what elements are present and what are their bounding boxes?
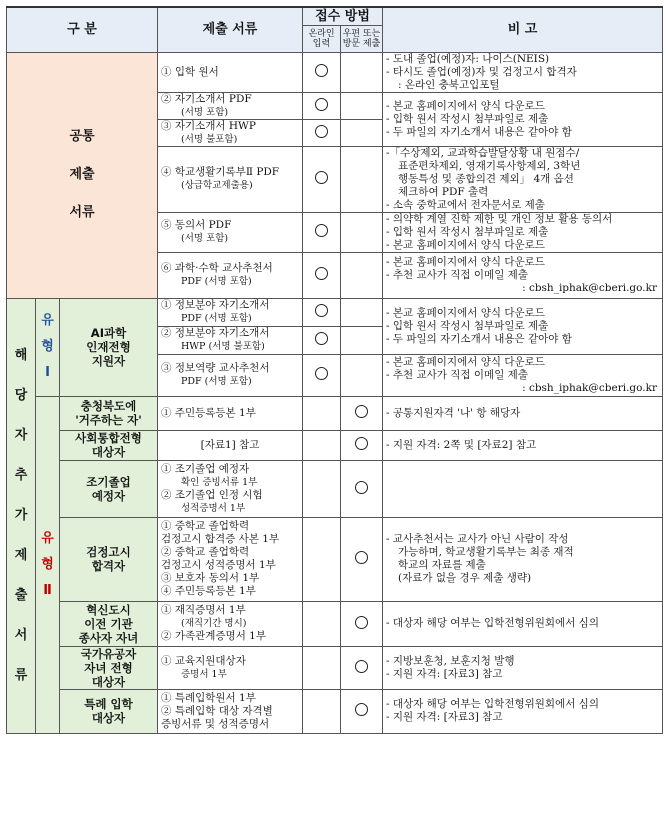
text-line: - 본교 홈페이지에서 양식 다운로드 bbox=[386, 355, 545, 368]
text-line: 가능하며, 학교생활기록부는 최종 재적 bbox=[398, 546, 574, 558]
remark-cell bbox=[383, 689, 663, 733]
document-cell bbox=[158, 396, 303, 430]
circle-mark bbox=[315, 367, 328, 380]
online-cell bbox=[303, 601, 341, 646]
table-row bbox=[7, 430, 663, 460]
table-row bbox=[7, 460, 663, 517]
text-line: - 추천 교사가 직접 이메일 제출 bbox=[386, 368, 528, 381]
visit-cell bbox=[341, 212, 383, 252]
remark-cell bbox=[383, 517, 663, 601]
remark-cell bbox=[383, 354, 663, 396]
label-line: 자 bbox=[14, 427, 28, 443]
document-cell bbox=[158, 92, 303, 119]
text-line: - 대상자 해당 여부는 입학전형위원회에서 심의 bbox=[386, 698, 599, 710]
text-line: 검정고시 성적증명서 1부 bbox=[161, 559, 276, 571]
text-line: ① 조기졸업 예정자 bbox=[161, 462, 250, 475]
label-line: Ⅰ bbox=[45, 365, 50, 380]
online-cell bbox=[303, 396, 341, 430]
text-line: (서명 포함) bbox=[181, 106, 229, 118]
label-line: 제출 bbox=[69, 167, 95, 182]
text-line: - 지원 자격: 2쪽 및 [자료2] 참고 bbox=[386, 438, 537, 451]
applicant-name bbox=[60, 298, 158, 396]
header-visit: 우편 또는 방문 제출 bbox=[341, 25, 383, 52]
online-cell bbox=[303, 646, 341, 689]
name-line: 인재전형 bbox=[86, 340, 131, 354]
text-line: - 의약학 계열 진학 제한 및 개인 정보 활용 동의서 bbox=[386, 212, 613, 225]
online-cell bbox=[303, 460, 341, 517]
submission-documents-table bbox=[6, 6, 663, 734]
text-line: : 온라인 충북고입포털 bbox=[398, 78, 500, 91]
label-line: 가 bbox=[14, 507, 28, 523]
name-line: 충청북도에 bbox=[80, 399, 137, 413]
text-line: - 대상자 해당 여부는 입학전형위원회에서 심의 bbox=[386, 617, 599, 629]
remark-cell bbox=[383, 52, 663, 92]
table-row bbox=[7, 646, 663, 689]
visit-cell bbox=[341, 601, 383, 646]
text-line: - 두 파일의 자기소개서 내용은 같아야 함 bbox=[386, 332, 572, 345]
applicant-name bbox=[60, 396, 158, 430]
table-row bbox=[7, 52, 663, 92]
text-line: ① 입학 원서 bbox=[161, 65, 219, 78]
circle-mark bbox=[355, 437, 368, 450]
document-cell bbox=[158, 119, 303, 146]
visit-cell bbox=[341, 252, 383, 298]
circle-mark bbox=[315, 304, 328, 317]
text-line: - 소속 중학교에서 전자문서로 제출 bbox=[386, 198, 545, 211]
visit-cell bbox=[341, 354, 383, 396]
name-line: 종사자 자녀 bbox=[78, 630, 139, 645]
visit-cell bbox=[341, 52, 383, 92]
remark-cell bbox=[383, 430, 663, 460]
text-line: ① 정보분야 자기소개서 bbox=[161, 299, 270, 311]
document-cell bbox=[158, 646, 303, 689]
text-line: ③ 정보역량 교사추천서 bbox=[161, 362, 270, 374]
remark-cell bbox=[383, 146, 663, 212]
visit-cell bbox=[341, 146, 383, 212]
label-line: 제 bbox=[14, 547, 28, 563]
remark-cell bbox=[383, 92, 663, 146]
text-line: (상급학교제출용) bbox=[181, 180, 253, 191]
circle-mark bbox=[355, 405, 368, 418]
label-line: Ⅱ bbox=[43, 582, 52, 598]
text-line: - 입학 원서 작성시 첨부파일로 제출 bbox=[386, 225, 549, 238]
text-line: ② 특례입학 대상 자격별 bbox=[161, 704, 273, 717]
name-line: 지원자 bbox=[91, 354, 126, 368]
table-row bbox=[7, 689, 663, 733]
text-line: 행동특성 및 종합의견 제외」 4개 옵션 bbox=[398, 172, 574, 185]
text-line: - 교사추천서는 교사가 아닌 사람이 작성 bbox=[386, 533, 569, 545]
additional-documents-label bbox=[7, 298, 36, 733]
circle-mark bbox=[355, 481, 368, 494]
text-line: ③ 자기소개서 HWP bbox=[161, 119, 256, 132]
text-line: ① 교육지원대상자 bbox=[161, 654, 246, 667]
header-documents: 제출 서류 bbox=[158, 7, 303, 52]
text-line: (서명 포함) bbox=[181, 233, 229, 244]
label-line: 류 bbox=[14, 667, 28, 683]
text-line: - 지원 자격: [자료3] 참고 bbox=[386, 711, 503, 723]
text-line: -「수상제외, 교과학습발달상황 내 원점수/ bbox=[386, 146, 580, 159]
document-cell bbox=[158, 212, 303, 252]
applicant-name bbox=[60, 460, 158, 517]
text-line: - 입학 원서 작성시 첨부파일로 제출 bbox=[386, 319, 549, 332]
text-line: PDF (서명 포함) bbox=[181, 376, 252, 387]
text-line: 성적증명서 1부 bbox=[181, 502, 246, 514]
text-line: ② 정보분야 자기소개서 bbox=[161, 327, 270, 339]
circle-mark bbox=[355, 551, 368, 564]
header-category: 구 분 bbox=[7, 7, 158, 52]
document-cell bbox=[158, 460, 303, 517]
document-cell bbox=[158, 252, 303, 298]
online-cell bbox=[303, 119, 341, 146]
online-cell bbox=[303, 430, 341, 460]
name-line: 대상자 bbox=[91, 674, 126, 689]
text-line: PDF (서명 포함) bbox=[181, 313, 252, 324]
text-line: ① 중학교 졸업학력 bbox=[161, 520, 250, 532]
applicant-name bbox=[60, 646, 158, 689]
visit-cell bbox=[341, 646, 383, 689]
table-row bbox=[7, 517, 663, 601]
visit-cell bbox=[341, 119, 383, 146]
circle-mark bbox=[355, 616, 368, 629]
document-cell bbox=[158, 146, 303, 212]
name-line: 자녀 전형 bbox=[84, 660, 133, 675]
text-line: - 본교 홈페이지에서 양식 다운로드 bbox=[386, 255, 545, 268]
text-line: ① 특례입학원서 1부 bbox=[161, 691, 256, 704]
circle-mark bbox=[315, 98, 328, 111]
text-line: : cbsh_iphak@cberi.go.kr bbox=[522, 281, 658, 294]
applicant-name bbox=[60, 430, 158, 460]
label-line: 당 bbox=[14, 387, 28, 403]
document-cell bbox=[158, 517, 303, 601]
name-line: AI과학 bbox=[90, 326, 127, 340]
visit-cell bbox=[341, 326, 383, 354]
text-line: HWP (서명 불포함) bbox=[181, 341, 265, 352]
text-line: : cbsh_iphak@cberi.go.kr bbox=[522, 381, 658, 394]
text-line: - 본교 홈페이지에서 양식 다운로드 bbox=[386, 99, 545, 112]
type2-label bbox=[36, 396, 60, 733]
name-line: 혁신도시 bbox=[86, 602, 131, 617]
online-cell bbox=[303, 252, 341, 298]
online-cell bbox=[303, 212, 341, 252]
label-line: 해 bbox=[14, 347, 28, 363]
label-line: 추 bbox=[14, 467, 28, 483]
text-line: ② 조기졸업 인정 시험 bbox=[161, 488, 263, 501]
text-line: - 추천 교사가 직접 이메일 제출 bbox=[386, 268, 528, 281]
document-cell bbox=[158, 601, 303, 646]
table-row bbox=[7, 298, 663, 326]
text-line: ⑥ 과학·수학 교사추천서 bbox=[161, 262, 273, 274]
document-cell bbox=[158, 430, 303, 460]
table-row bbox=[7, 396, 663, 430]
text-line: (자료가 없을 경우 제출 생략) bbox=[398, 572, 532, 584]
name-line: 대상자 bbox=[91, 711, 126, 725]
header-remarks: 비 고 bbox=[383, 7, 663, 52]
text-line: ③ 보호자 동의서 1부 bbox=[161, 572, 260, 584]
circle-mark bbox=[315, 267, 328, 280]
online-cell bbox=[303, 52, 341, 92]
remark-cell bbox=[383, 646, 663, 689]
text-line: 증빙서류 및 성적증명서 bbox=[161, 717, 270, 730]
online-cell bbox=[303, 326, 341, 354]
name-line: '거주하는 자' bbox=[75, 413, 142, 427]
remark-cell bbox=[383, 396, 663, 430]
text-line: - 본교 홈페이지에서 양식 다운로드 bbox=[386, 238, 545, 251]
document-cell bbox=[158, 52, 303, 92]
circle-mark bbox=[315, 332, 328, 345]
circle-mark bbox=[315, 224, 328, 237]
name-line: 사회통합전형 bbox=[75, 431, 142, 445]
text-line: (재직기간 명시) bbox=[181, 618, 247, 629]
type1-label bbox=[36, 298, 60, 396]
text-line: 확인 증빙서류 1부 bbox=[181, 476, 258, 488]
common-documents-label bbox=[7, 52, 158, 298]
text-line: PDF (서명 포함) bbox=[181, 276, 252, 287]
remark-cell bbox=[383, 252, 663, 298]
text-line: - 도내 졸업(예정)자: 나이스(NEIS) bbox=[386, 52, 550, 65]
text-line: ① 재직증명서 1부 bbox=[161, 604, 246, 616]
label-line: 형 bbox=[41, 339, 54, 354]
remark-cell bbox=[383, 460, 663, 517]
name-line: 검정고시 bbox=[86, 545, 131, 559]
document-cell bbox=[158, 326, 303, 354]
circle-mark bbox=[315, 171, 328, 184]
text-line: 검정고시 합격증 사본 1부 bbox=[161, 533, 280, 545]
label-line: 서류 bbox=[69, 205, 95, 220]
text-line: 표준편차제외, 영재기록사항제외, 3학년 bbox=[398, 159, 581, 172]
text-line: 증명서 1부 bbox=[181, 668, 227, 680]
text-line: ② 자기소개서 PDF bbox=[161, 92, 252, 105]
document-cell bbox=[158, 354, 303, 396]
label-line: 형 bbox=[41, 556, 54, 572]
name-line: 특례 입학 bbox=[84, 697, 133, 711]
text-line: 학교의 자료를 제출 bbox=[398, 559, 486, 571]
text-line: ④ 학교생활기록부Ⅱ PDF bbox=[161, 166, 280, 178]
remark-cell bbox=[383, 601, 663, 646]
online-cell bbox=[303, 298, 341, 326]
text-line: - 지원 자격: [자료3] 참고 bbox=[386, 667, 503, 680]
applicant-name bbox=[60, 517, 158, 601]
online-cell bbox=[303, 146, 341, 212]
visit-cell bbox=[341, 396, 383, 430]
text-line: ① 주민등록등본 1부 bbox=[161, 406, 256, 419]
name-line: 예정자 bbox=[91, 488, 126, 503]
label-line: 서 bbox=[14, 627, 28, 643]
circle-mark bbox=[315, 125, 328, 138]
text-line: ② 중학교 졸업학력 bbox=[161, 546, 250, 558]
applicant-name bbox=[60, 601, 158, 646]
document-cell bbox=[158, 689, 303, 733]
name-line: 합격자 bbox=[91, 559, 126, 573]
header-method: 접수 방법 bbox=[303, 7, 383, 25]
text-line: - 두 파일의 자기소개서 내용은 같아야 함 bbox=[386, 125, 572, 138]
name-line: 대상자 bbox=[91, 445, 126, 459]
visit-cell bbox=[341, 689, 383, 733]
remark-cell bbox=[383, 212, 663, 252]
table-row bbox=[7, 601, 663, 646]
visit-cell bbox=[341, 430, 383, 460]
text-line: [자료1] 참고 bbox=[200, 438, 260, 451]
name-line: 국가유공자 bbox=[80, 646, 137, 661]
online-cell bbox=[303, 92, 341, 119]
text-line: 체크하여 PDF 출력 bbox=[398, 185, 489, 198]
document-cell bbox=[158, 298, 303, 326]
text-line: - 공통지원자격 '나' 항 해당자 bbox=[386, 406, 521, 419]
text-line: - 본교 홈페이지에서 양식 다운로드 bbox=[386, 306, 545, 319]
online-cell bbox=[303, 689, 341, 733]
visit-cell bbox=[341, 460, 383, 517]
online-cell bbox=[303, 517, 341, 601]
text-line: ④ 주민등록등본 1부 bbox=[161, 585, 256, 597]
label-line: 출 bbox=[14, 587, 28, 603]
visit-cell bbox=[341, 517, 383, 601]
online-cell bbox=[303, 354, 341, 396]
circle-mark bbox=[315, 64, 328, 77]
header-online: 온라인 입력 bbox=[303, 25, 341, 52]
applicant-name bbox=[60, 689, 158, 733]
circle-mark bbox=[355, 703, 368, 716]
text-line: ② 가족관계증명서 1부 bbox=[161, 630, 266, 642]
label-line: 유 bbox=[41, 313, 54, 328]
label-line: 공통 bbox=[69, 129, 95, 144]
text-line: (서명 불포함) bbox=[181, 133, 238, 145]
remark-cell bbox=[383, 298, 663, 354]
visit-cell bbox=[341, 92, 383, 119]
name-line: 이전 기관 bbox=[84, 616, 133, 631]
text-line: ⑤ 동의서 PDF bbox=[161, 219, 232, 231]
circle-mark bbox=[355, 660, 368, 673]
visit-cell bbox=[341, 298, 383, 326]
text-line: - 타시도 졸업(예정)자 및 검정고시 합격자 bbox=[386, 65, 577, 78]
label-line: 유 bbox=[41, 530, 54, 546]
text-line: - 입학 원서 작성시 첨부파일로 제출 bbox=[386, 112, 549, 125]
text-line: - 지방보훈청, 보훈지청 발행 bbox=[386, 654, 515, 667]
name-line: 조기졸업 bbox=[86, 474, 131, 489]
